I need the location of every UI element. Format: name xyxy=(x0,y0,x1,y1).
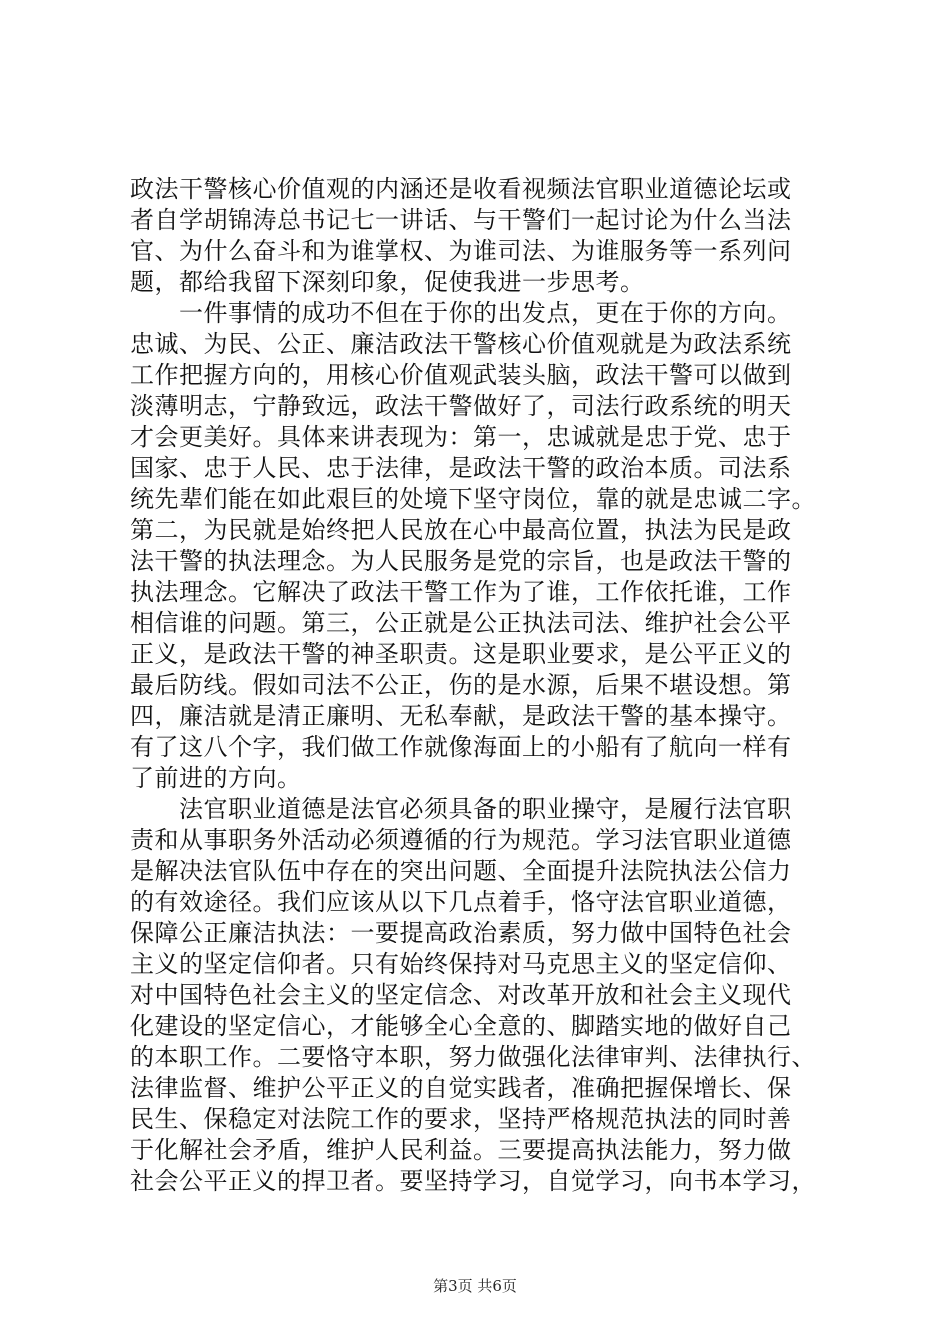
text-line: 最后防线。假如司法不公正，伤的是水源，后果不堪设想。第 xyxy=(130,671,792,699)
text-line: 有了这八个字，我们做工作就像海面上的小船有了航向一样有 xyxy=(130,733,792,761)
text-line: 国家、忠于人民、忠于法律，是政法干警的政治本质。司法系 xyxy=(130,454,792,482)
text-line: 官、为什么奋斗和为谁掌权、为谁司法、为谁服务等一系列问 xyxy=(130,237,792,265)
text-line: 四，廉洁就是清正廉明、无私奉献，是政法干警的基本操守。 xyxy=(130,702,792,730)
text-line: 忠诚、为民、公正、廉洁政法干警核心价值观就是为政法系统 xyxy=(130,330,792,358)
text-line: 执法理念。它解决了政法干警工作为了谁，工作依托谁，工作 xyxy=(130,578,792,606)
text-line: 民生、保稳定对法院工作的要求，坚持严格规范执法的同时善 xyxy=(130,1105,792,1133)
text-line: 题，都给我留下深刻印象，促使我进一步思考。 xyxy=(130,268,645,296)
text-line: 政法干警核心价值观的内涵还是收看视频法官职业道德论坛或 xyxy=(130,175,792,203)
text-line: 的有效途径。我们应该从以下几点着手，恪守法官职业道德， xyxy=(130,888,792,916)
text-line: 正义，是政法干警的神圣职责。这是职业要求，是公平正义的 xyxy=(130,640,792,668)
text-line: 社会公平正义的捍卫者。要坚持学习，自觉学习，向书本学习， xyxy=(130,1167,816,1195)
text-line: 工作把握方向的，用核心价值观武装头脑，政法干警可以做到 xyxy=(130,361,792,389)
text-line: 于化解社会矛盾，维护人民利益。三要提高执法能力，努力做 xyxy=(130,1136,792,1164)
text-line: 相信谁的问题。第三，公正就是公正执法司法、维护社会公平 xyxy=(130,609,792,637)
document-body xyxy=(130,174,830,1197)
text-line: 保障公正廉洁执法：一要提高政治素质，努力做中国特色社会 xyxy=(130,919,792,947)
text-line: 一件事情的成功不但在于你的出发点，更在于你的方向。 xyxy=(130,299,792,327)
text-line: 法干警的执法理念。为人民服务是党的宗旨，也是政法干警的 xyxy=(130,547,792,575)
text-line: 淡薄明志，宁静致远，政法干警做好了，司法行政系统的明天 xyxy=(130,392,792,420)
text-line: 对中国特色社会主义的坚定信念、对改革开放和社会主义现代 xyxy=(130,981,792,1009)
text-line: 统先辈们能在如此艰巨的处境下坚守岗位，靠的就是忠诚二字。 xyxy=(130,485,816,513)
text-line: 的本职工作。二要恪守本职，努力做强化法律审判、法律执行、 xyxy=(130,1043,816,1071)
page-footer: 第3页 共6页 xyxy=(433,1277,517,1295)
text-line: 责和从事职务外活动必须遵循的行为规范。学习法官职业道德 xyxy=(130,826,792,854)
text-line: 是解决法官队伍中存在的突出问题、全面提升法院执法公信力 xyxy=(130,857,792,885)
text-line: 了前进的方向。 xyxy=(130,764,302,792)
text-line: 法官职业道德是法官必须具备的职业操守，是履行法官职 xyxy=(130,795,792,823)
text-line: 化建设的坚定信心，才能够全心全意的、脚踏实地的做好自己 xyxy=(130,1012,792,1040)
text-line: 者自学胡锦涛总书记七一讲话、与干警们一起讨论为什么当法 xyxy=(130,206,792,234)
text-line: 第二，为民就是始终把人民放在心中最高位置，执法为民是政 xyxy=(130,516,792,544)
text-line: 主义的坚定信仰者。只有始终保持对马克思主义的坚定信仰、 xyxy=(130,950,792,978)
text-line: 才会更美好。具体来讲表现为：第一，忠诚就是忠于党、忠于 xyxy=(130,423,792,451)
text-line: 法律监督、维护公平正义的自觉实践者，准确把握保增长、保 xyxy=(130,1074,792,1102)
